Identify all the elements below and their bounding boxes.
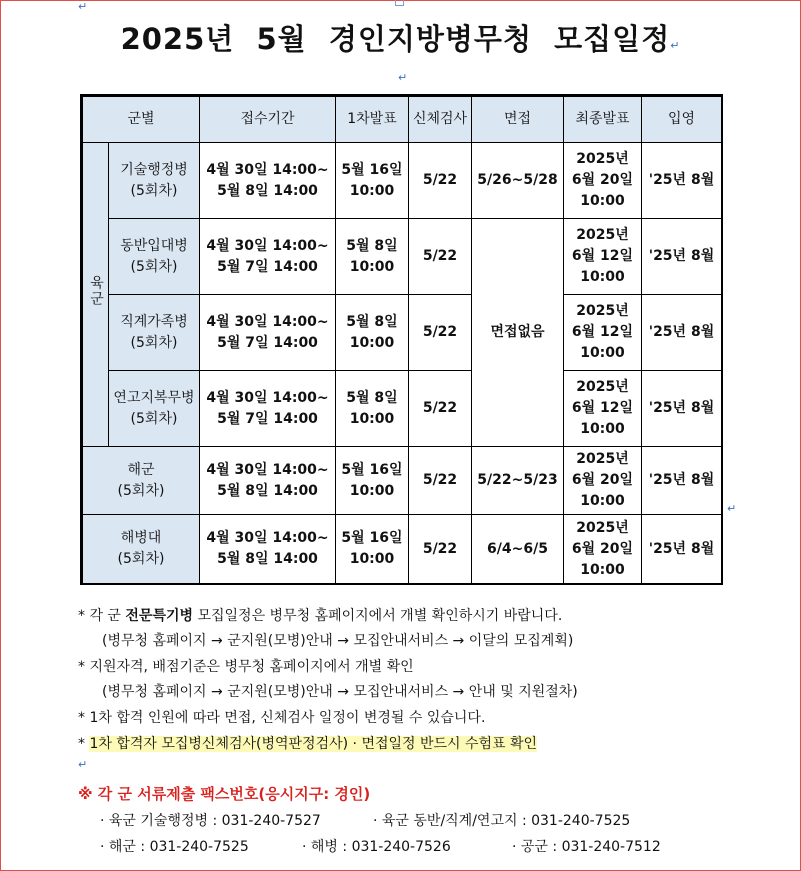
unit-name: 직계가족병	[120, 313, 188, 330]
first-result-time: 10:00	[349, 334, 395, 351]
note-3	[78, 656, 414, 676]
unit-name: 해병대	[120, 530, 162, 546]
interview-cell: 6/4~6/5	[472, 515, 564, 584]
unit-name: 동반입대병	[120, 237, 188, 254]
exam-cell: 5/22	[409, 143, 472, 219]
final-result-cell	[564, 447, 642, 515]
exam-cell: 5/22	[409, 219, 472, 295]
final-time: 10:00	[580, 269, 625, 285]
period-start: 4월 30일 14:00~	[206, 313, 329, 330]
unit-round: (5회차)	[117, 482, 165, 499]
header-unit: 군별	[83, 97, 200, 143]
period-cell	[200, 219, 336, 295]
final-date: 6월 12일	[571, 400, 634, 416]
period-start: 4월 30일 14:00~	[206, 161, 329, 178]
final-time: 10:00	[580, 421, 625, 437]
note-text: *	[78, 736, 90, 752]
unit-name: 해군	[127, 461, 155, 478]
first-result-date: 5월 16일	[341, 461, 403, 478]
final-time: 10:00	[580, 193, 625, 209]
first-result-cell	[336, 143, 409, 219]
final-date: 6월 20일	[571, 472, 634, 488]
final-date: 6월 12일	[571, 248, 634, 264]
exam-cell: 5/22	[409, 447, 472, 515]
unit-round: (5회차)	[130, 182, 178, 199]
army-label-text: 육군	[88, 275, 104, 307]
first-result-cell	[336, 371, 409, 447]
period-cell	[200, 371, 336, 447]
note-text: 모집일정은 병무청 홈페이지에서 개별 확인하시기 바랍니다.	[193, 608, 563, 624]
unit-name: 연고지복무병	[113, 389, 195, 406]
fax-airforce: · 공군 : 031-240-7512	[512, 839, 661, 855]
unit-cell	[109, 371, 200, 447]
final-result-cell	[564, 219, 642, 295]
fax-navy: · 해군 : 031-240-7525	[100, 839, 249, 855]
table-row	[83, 219, 722, 295]
final-year: 2025년	[576, 519, 629, 536]
enlist-cell: '25년 8월	[642, 143, 722, 219]
first-result-date: 5월 16일	[341, 161, 403, 178]
table-row	[83, 515, 722, 584]
first-result-time: 10:00	[349, 482, 395, 499]
final-date: 6월 20일	[571, 172, 634, 188]
title-text: 2025년 5월 경인지방병무청 모집일정	[120, 22, 671, 56]
period-cell	[200, 447, 336, 515]
enlist-cell: '25년 8월	[642, 447, 722, 515]
final-result-cell	[564, 371, 642, 447]
note-1	[78, 605, 562, 625]
period-end: 5월 7일 14:00	[217, 258, 318, 275]
header-final-result: 최종발표	[564, 97, 642, 143]
table-header-row	[83, 97, 722, 143]
note-6	[78, 733, 537, 753]
final-result-cell	[564, 515, 642, 584]
final-year: 2025년	[576, 379, 629, 395]
final-date: 6월 20일	[571, 540, 634, 557]
header-period: 접수기간	[200, 97, 336, 143]
note-text: (병무청 홈페이지 → 군지원(모병)안내 → 모집안내서비스 → 안내 및 지원절차)	[102, 684, 578, 700]
first-result-cell	[336, 219, 409, 295]
period-end: 5월 7일 14:00	[217, 410, 318, 427]
first-result-time: 10:00	[349, 551, 395, 567]
first-result-date: 5월 8일	[346, 237, 398, 254]
final-year: 2025년	[576, 303, 629, 319]
header-enlistment: 입영	[642, 97, 722, 143]
fax-title: ※ 각 군 서류제출 팩스번호(응시지구: 경인)	[78, 785, 371, 803]
period-cell	[200, 515, 336, 584]
final-time: 10:00	[580, 561, 625, 578]
period-start: 4월 30일 14:00~	[206, 237, 329, 254]
enlist-cell: '25년 8월	[642, 295, 722, 371]
period-cell	[200, 295, 336, 371]
period-cell	[200, 143, 336, 219]
unit-round: (5회차)	[117, 551, 165, 567]
header-physical-exam: 신체검사	[409, 97, 472, 143]
paragraph-mark-icon: ↵	[727, 502, 737, 515]
paragraph-mark-icon: ↵	[78, 0, 88, 13]
paragraph-mark-icon: ↵	[398, 71, 408, 84]
note-text: * 지원자격, 배점기준은 병무청 홈페이지에서 개별 확인	[78, 659, 414, 675]
final-year: 2025년	[576, 227, 629, 243]
note-2	[102, 630, 573, 650]
first-result-time: 10:00	[349, 182, 395, 199]
note-5	[78, 707, 485, 727]
final-result-cell	[564, 295, 642, 371]
unit-round: (5회차)	[130, 258, 178, 275]
first-result-cell	[336, 295, 409, 371]
unit-cell	[83, 515, 200, 584]
paragraph-mark-icon: ↵	[670, 39, 681, 52]
first-result-date: 5월 8일	[346, 313, 398, 330]
note-emphasis: 전문특기병	[125, 608, 194, 624]
unit-cell	[83, 447, 200, 515]
period-end: 5월 8일 14:00	[217, 551, 318, 567]
first-result-date: 5월 8일	[346, 389, 398, 406]
first-result-cell	[336, 447, 409, 515]
header-first-result: 1차발표	[336, 97, 409, 143]
final-year: 2025년	[576, 151, 629, 167]
page-anchor-marker	[395, 0, 404, 6]
first-result-cell	[336, 515, 409, 584]
final-year: 2025년	[576, 451, 629, 467]
header-interview: 면접	[472, 97, 564, 143]
period-start: 4월 30일 14:00~	[206, 389, 329, 406]
note-highlight: 1차 합격자 모집병신체검사(병역판정검사) · 면접일정 반드시 수험표 확인	[89, 736, 538, 752]
fax-army-other: · 육군 동반/직계/연고지 : 031-240-7525	[373, 813, 631, 829]
note-text: (병무청 홈페이지 → 군지원(모병)안내 → 모집안내서비스 → 이달의 모집계획)	[102, 633, 574, 649]
period-start: 4월 30일 14:00~	[206, 461, 329, 478]
schedule-table	[80, 94, 723, 585]
table-row	[83, 295, 722, 371]
note-text: * 각 군	[78, 608, 126, 624]
enlist-cell: '25년 8월	[642, 515, 722, 584]
first-result-date: 5월 16일	[341, 530, 403, 546]
final-date: 6월 12일	[571, 324, 634, 340]
enlist-cell: '25년 8월	[642, 219, 722, 295]
exam-cell: 5/22	[409, 515, 472, 584]
period-start: 4월 30일 14:00~	[206, 530, 329, 546]
exam-cell: 5/22	[409, 295, 472, 371]
first-result-time: 10:00	[349, 258, 395, 275]
final-time: 10:00	[580, 345, 625, 361]
fax-army-tech: · 육군 기술행정병 : 031-240-7527	[100, 813, 321, 829]
final-time: 10:00	[580, 493, 625, 509]
unit-name: 기술행정병	[120, 161, 188, 178]
exam-cell: 5/22	[409, 371, 472, 447]
fax-marine: · 해병 : 031-240-7526	[302, 839, 451, 855]
final-result-cell	[564, 143, 642, 219]
no-interview-cell: 면접없음	[472, 219, 564, 447]
period-end: 5월 8일 14:00	[217, 482, 318, 499]
paragraph-mark-icon: ↵	[78, 758, 88, 771]
unit-cell	[109, 295, 200, 371]
period-end: 5월 7일 14:00	[217, 334, 318, 351]
interview-cell: 5/26~5/28	[472, 143, 564, 219]
unit-round: (5회차)	[130, 334, 178, 351]
unit-cell	[109, 143, 200, 219]
note-4	[102, 681, 578, 701]
page-title	[0, 17, 801, 58]
interview-cell: 5/22~5/23	[472, 447, 564, 515]
unit-round: (5회차)	[130, 410, 178, 427]
unit-cell	[109, 219, 200, 295]
first-result-time: 10:00	[349, 410, 395, 427]
enlist-cell: '25년 8월	[642, 371, 722, 447]
note-text: * 1차 합격 인원에 따라 면접, 신체검사 일정이 변경될 수 있습니다.	[78, 710, 486, 726]
table-row	[83, 447, 722, 515]
table-row	[83, 143, 722, 219]
table-row	[83, 371, 722, 447]
period-end: 5월 8일 14:00	[217, 182, 318, 199]
army-label	[83, 143, 109, 447]
